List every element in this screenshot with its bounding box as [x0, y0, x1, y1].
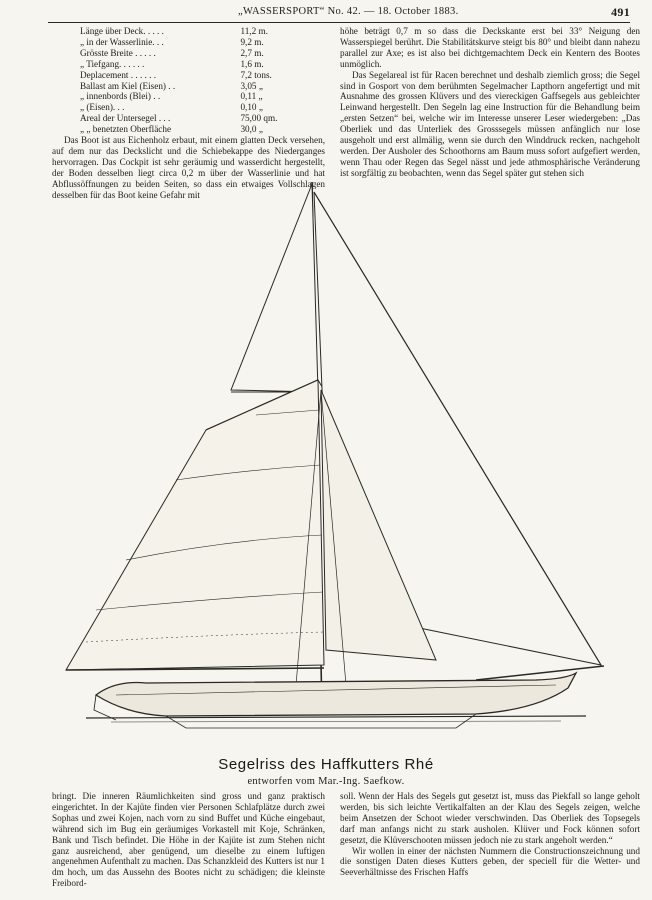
running-title: „WASSERSPORT“ No. 42. — 18. October 1883.	[238, 6, 459, 17]
spec-label: „ Tiefgang. . . . . .	[80, 58, 145, 69]
spec-row	[52, 81, 325, 92]
spec-value: 9,2 m.	[240, 36, 264, 47]
spec-value: 11,2 m.	[240, 26, 268, 36]
sail-plan-svg	[56, 180, 626, 760]
spec-row	[52, 102, 325, 113]
spec-table	[52, 26, 325, 135]
column-left-bottom	[52, 791, 325, 889]
spec-row	[52, 70, 325, 81]
spec-label: Ballast am Kiel (Eisen) . .	[80, 80, 176, 91]
column-right-top	[340, 26, 640, 179]
spec-value: 0,11 „	[240, 91, 263, 102]
spec-row	[52, 59, 325, 70]
body-paragraph: Das Boot ist aus Eichenholz erbaut, mit einem glatten Deck versehen, auf dem nur das Deckslicht und die Schiebekappe des Niederganges hervorragen. Das Cockpit ist sehr geräumig und wasserdicht hergestellt, der Boden desselben liegt circa 0,2 m über der Wasserlinie und hat Abflussöffnungen zu beiden Seiten, so dass ein etwaiges Vollschlagen desselben für das Boot keine Gefahr mit	[52, 135, 325, 200]
page-number: 491	[611, 5, 630, 19]
spec-label: Areal der Untersegel . . .	[80, 113, 171, 124]
spec-value: 75,00 qm.	[240, 113, 278, 124]
spec-row	[52, 48, 325, 59]
body-paragraph: Das Segelareal ist für Racen berechnet und deshalb ziemlich gross; die Segel sind in Gosport von dem berühmten Segelmacher Lapthorn angefertigt und mit Ausnahme des grossen Klüvers und des viereckigen Gaffsegels aus gebleichter Leinwand hergestellt. Den Segeln lag eine Instruction für die Behandlung beim „ersten Setzen“ bei, welche wir im Interesse unserer Leser wiedergeben: „Das Oberliek und das Unterliek des Grosssegels müssen anfänglich nur lose ausgeholt und erst allmälig, wenn sie durch den Winddruck recken, nachgeholt werden. Der Ausholer des Schoothorns am Baum muss sofort aufgefiert werden, wenn Thau oder Regen das Segel nässt und jede athmosphärische Veränderung ist sorgfältig zu beobachten, wenn das Segel später gut stehen sich	[340, 69, 640, 178]
spec-label: Grösste Breite . . . . .	[80, 47, 156, 58]
spec-value: 3,05 „	[240, 80, 263, 91]
spec-value: 0,10 „	[240, 102, 263, 113]
spec-label: „ (Eisen). . .	[80, 102, 125, 113]
illustration-caption-subtitle: entworfen vom Mar.-Ing. Saefkow.	[247, 776, 405, 787]
sail-plan-illustration	[56, 180, 626, 760]
mainsail	[66, 380, 324, 670]
spec-label: „ in der Wasserlinie. . .	[80, 36, 164, 47]
body-paragraph: höhe beträgt 0,7 m so dass die Deckskante erst bei 33° Neigung den Wasserspiegel berührt. Die Stabilitätskurve steigt bis 80° und bleibt dann nahezu parallel zur Axe; es ist also bei dichtgemachtem Deck ein Kentern des Bootes unmöglich.	[340, 26, 640, 69]
spec-row	[52, 91, 325, 102]
body-paragraph: bringt. Die inneren Räumlichkeiten sind gross und ganz praktisch eingerichtet. In der Kajüte finden vier Personen Schlafplätze durch zwei Sophas und zwei Kojen, nach vorn zu sind Buffet und Küche eingebaut, während sich im Bug ein geräumiges Vorkastell mit Koje, Schränken, Bank und Tisch befindet. Die Höhe in der Kajüte ist zum Stehen nicht ganz ausreichend, aber genügend, um dieselbe zu einem luftigen angenehmen Aufenthalt zu machen. Das Schanzkleid des Kutters ist nur 1 dm hoch, um das Aussehn des Bootes nicht zu schädigen; die kleinste Freibord-	[52, 791, 325, 889]
topsail	[231, 184, 318, 392]
body-paragraph: Wir wollen in einer der nächsten Nummern die Constructionszeichnung und die sonstigen Daten dieses Kutters geben, der speciell für die Wetter- und Seeverhältnisse des Frischen Haffs	[340, 845, 640, 878]
bowsprit	[476, 666, 604, 680]
illustration-caption-title: Segelriss des Haffkutters Rhé	[218, 756, 434, 773]
spec-value: 2,7 m.	[240, 47, 264, 58]
spec-value: 1,6 m.	[240, 58, 264, 69]
column-left-top	[52, 26, 325, 201]
spec-row	[52, 37, 325, 48]
spec-label: „ innenbords (Blei) . .	[80, 91, 161, 102]
header-rule	[48, 22, 630, 23]
spec-row	[52, 26, 325, 37]
body-paragraph: soll. Wenn der Hals des Segels gut gesetzt ist, muss das Piekfall so lange geholt werden, bis sich leichte Vertikalfalten an der Klau des Segels zeigen, welche beim Ansetzen der Schoot wieder verschwinden. Das Oberliek des Topsegels darf man anfangs nicht zu stark ausholen. Klüver und Fock können sofort gesetzt, die Klüverschooten müssen jedoch nie zu stark angeholt werden.“	[340, 791, 640, 845]
spec-value: 30,0 „	[240, 124, 263, 135]
spec-row	[52, 113, 325, 124]
spec-label: „ „ benetzten Oberfläche	[80, 124, 172, 135]
spec-label: Länge über Deck. . . . .	[80, 26, 164, 36]
running-header	[48, 6, 630, 22]
spec-value: 7,2 tons.	[240, 69, 272, 80]
column-right-bottom	[340, 791, 640, 878]
spec-row	[52, 124, 325, 135]
spec-label: Deplacement . . . . . .	[80, 69, 157, 80]
hull	[96, 673, 576, 716]
